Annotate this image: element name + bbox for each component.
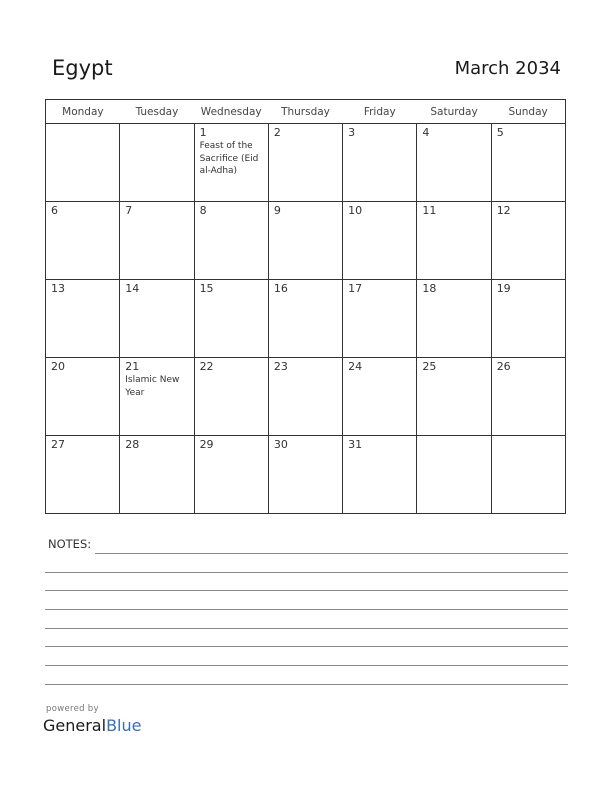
day-cell	[46, 280, 120, 358]
day-cell	[417, 124, 491, 202]
day-cell	[491, 436, 565, 514]
day-cell	[417, 202, 491, 280]
day-cell	[491, 202, 565, 280]
day-cell	[194, 280, 268, 358]
day-cell	[268, 358, 342, 436]
day-cell	[120, 124, 194, 202]
holiday-label: Islamic New Year	[125, 375, 180, 398]
day-number: 15	[199, 282, 214, 295]
day-number: 10	[348, 204, 363, 217]
weekday-friday: Friday	[343, 100, 417, 124]
day-cell	[343, 202, 417, 280]
day-number: 20	[51, 360, 65, 373]
note-line	[45, 572, 568, 573]
week-row	[46, 358, 566, 436]
day-number: 29	[199, 438, 214, 451]
day-number: 14	[125, 282, 140, 295]
day-cell	[417, 436, 491, 514]
day-cell	[268, 124, 342, 202]
day-cell	[120, 280, 194, 358]
powered-by-text: powered by	[46, 704, 99, 714]
note-line	[45, 684, 568, 685]
note-line	[95, 553, 568, 554]
day-cell	[194, 358, 268, 436]
day-cell	[120, 358, 194, 436]
week-row	[46, 280, 566, 358]
note-line	[45, 665, 568, 666]
day-cell	[417, 280, 491, 358]
day-number: 13	[51, 282, 65, 295]
day-number: 30	[273, 438, 288, 451]
day-number: 31	[348, 438, 363, 451]
day-number: 16	[273, 282, 288, 295]
weekday-saturday: Saturday	[417, 100, 491, 124]
day-number: 6	[51, 204, 58, 217]
day-number: 1	[199, 126, 207, 139]
day-cell	[268, 436, 342, 514]
week-row	[46, 124, 566, 202]
day-number: 25	[422, 360, 437, 373]
day-number: 28	[125, 438, 140, 451]
day-cell	[194, 124, 268, 202]
day-number: 9	[273, 204, 281, 217]
day-cell	[268, 280, 342, 358]
day-cell	[268, 202, 342, 280]
day-cell	[194, 436, 268, 514]
day-number: 12	[496, 204, 511, 217]
note-line	[45, 590, 568, 591]
weekday-header-row	[46, 100, 566, 124]
weekday-sunday: Sunday	[491, 100, 565, 124]
day-cell	[343, 358, 417, 436]
day-cell	[491, 358, 565, 436]
day-cell	[491, 280, 565, 358]
day-number: 23	[273, 360, 288, 373]
day-cell	[343, 124, 417, 202]
day-cell	[417, 358, 491, 436]
month-title: March 2034	[454, 58, 561, 79]
day-number: 27	[51, 438, 65, 451]
day-number: 8	[199, 204, 207, 217]
country-title: Egypt	[52, 56, 113, 80]
day-cell	[194, 202, 268, 280]
weekday-thursday: Thursday	[268, 100, 342, 124]
day-number: 18	[422, 282, 437, 295]
week-row	[46, 202, 566, 280]
day-number: 26	[496, 360, 511, 373]
weekday-monday: Monday	[46, 100, 120, 124]
brand-general: General	[43, 716, 107, 735]
note-line	[45, 646, 568, 647]
day-cell	[46, 358, 120, 436]
day-cell	[46, 124, 120, 202]
day-cell	[46, 202, 120, 280]
day-cell	[120, 202, 194, 280]
day-number: 4	[422, 126, 430, 139]
weekday-wednesday: Wednesday	[194, 100, 268, 124]
day-number: 3	[348, 126, 356, 139]
notes-label: NOTES:	[48, 537, 92, 551]
day-cell	[343, 436, 417, 514]
day-number: 5	[496, 126, 504, 139]
note-line	[45, 628, 568, 629]
day-cell	[491, 124, 565, 202]
holiday-label: Feast of the Sacrifice (Eid al-Adha)	[199, 141, 259, 176]
brand-logo	[43, 716, 141, 735]
day-number: 17	[348, 282, 363, 295]
day-cell	[120, 436, 194, 514]
day-number: 7	[125, 204, 133, 217]
calendar-grid	[45, 99, 566, 514]
day-cell	[343, 280, 417, 358]
note-line	[45, 609, 568, 610]
day-cell	[46, 436, 120, 514]
brand-blue: Blue	[106, 716, 142, 735]
day-number: 24	[348, 360, 363, 373]
day-number: 19	[496, 282, 511, 295]
day-number: 22	[199, 360, 214, 373]
weekday-tuesday: Tuesday	[120, 100, 194, 124]
week-row	[46, 436, 566, 514]
day-number: 11	[422, 204, 437, 217]
day-number: 2	[273, 126, 281, 139]
day-number: 21	[125, 360, 140, 373]
